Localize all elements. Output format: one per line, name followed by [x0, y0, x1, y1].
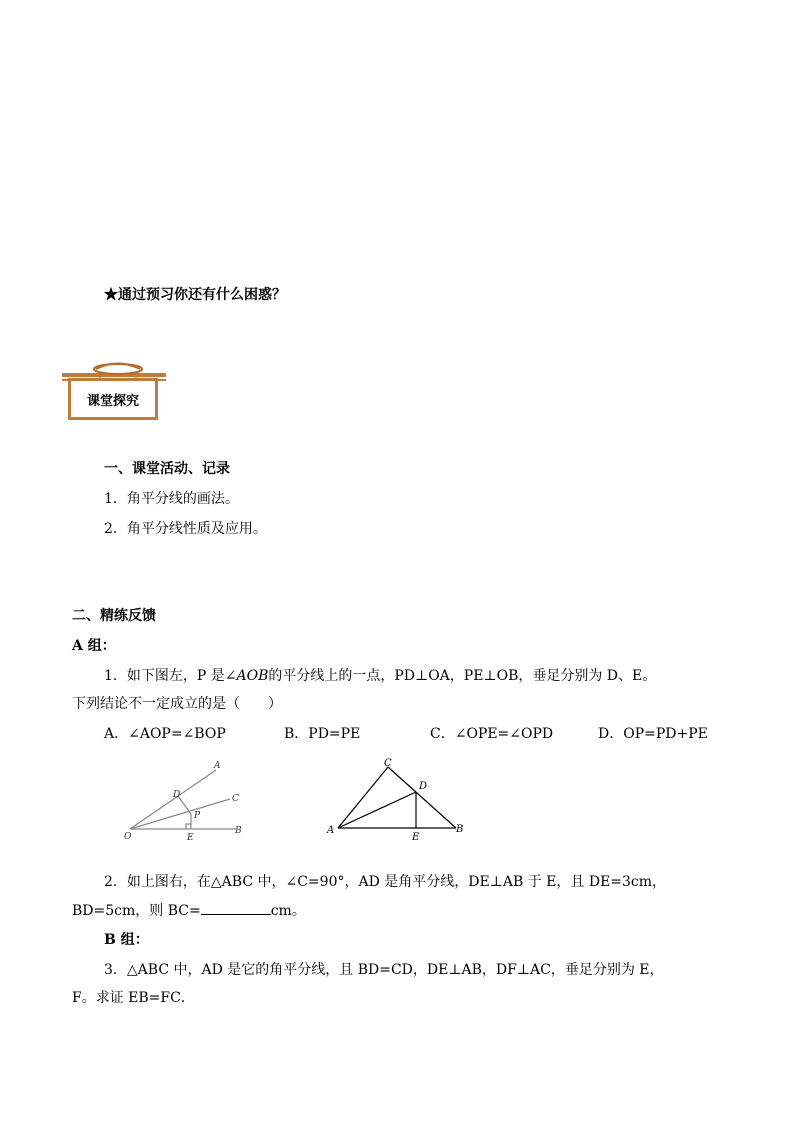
q1-line1-pre: 1．如下图左，P 是	[104, 668, 225, 684]
label-p: P	[194, 811, 201, 821]
label-b: B	[235, 826, 242, 836]
banner-frame	[68, 378, 158, 420]
label-b: B	[456, 824, 464, 835]
choice-d: D．OP=PD+PE	[598, 726, 708, 742]
label-c: C	[232, 794, 239, 804]
q3-line2: F。求证 EB=FC．	[72, 990, 195, 1006]
label-d: D	[173, 790, 181, 800]
section-banner	[60, 360, 170, 428]
banner-label: 课堂探究	[86, 393, 139, 409]
ray-oc	[130, 799, 230, 829]
side-cb	[388, 767, 456, 828]
figure-right	[322, 755, 472, 845]
preview-question: ★通过预习你还有什么困惑？	[104, 287, 286, 303]
choice-b: B．PD=PE	[284, 726, 361, 742]
section1-item-2: 2．角平分线性质及应用。	[104, 521, 267, 537]
q1-line1-post: 的平分线上的一点，PD⊥OA，PE⊥OB，垂足分别为 D、E。	[268, 668, 657, 684]
label-a: A	[327, 825, 335, 836]
side-ac	[338, 767, 388, 828]
q1-line1	[104, 665, 656, 685]
q2-line2-pre: BD=5cm，则 BC=	[72, 903, 201, 919]
label-c: C	[384, 758, 392, 769]
choice-c: C．∠OPE=∠OPD	[430, 726, 554, 742]
label-o: O	[124, 832, 132, 842]
q1-line2: 下列结论不一定成立的是（ ）	[72, 696, 282, 712]
bisector-ad	[338, 792, 416, 828]
q3-line1: 3．△ABC 中，AD 是它的角平分线，且 BD=CD，DE⊥AB，DF⊥AC，垂足分别为 E，	[104, 962, 664, 978]
figure-left	[118, 755, 258, 845]
answer-blank[interactable]	[201, 902, 271, 915]
label-d: D	[419, 781, 428, 792]
label-a: A	[214, 761, 221, 771]
q2-line1: 2．如上图右，在△ABC 中，∠C=90°，AD 是角平分线，DE⊥AB 于 E，且 DE=3cm，	[104, 874, 667, 890]
group-a-label: A 组：	[72, 638, 116, 654]
label-e: E	[187, 833, 194, 843]
group-b-label: B 组：	[104, 932, 149, 948]
section2-heading: 二、精练反馈	[72, 608, 156, 624]
q2-line2	[72, 900, 306, 920]
q2-line2-post: cm。	[270, 903, 306, 919]
label-e: E	[412, 832, 420, 843]
section1-heading: 一、课堂活动、记录	[104, 461, 230, 477]
right-angle-e	[186, 824, 191, 829]
q1-angle: ∠AOB	[224, 668, 269, 684]
section1-item-1: 1．角平分线的画法。	[104, 491, 239, 507]
choice-a: A．∠AOP=∠BOP	[104, 726, 226, 742]
